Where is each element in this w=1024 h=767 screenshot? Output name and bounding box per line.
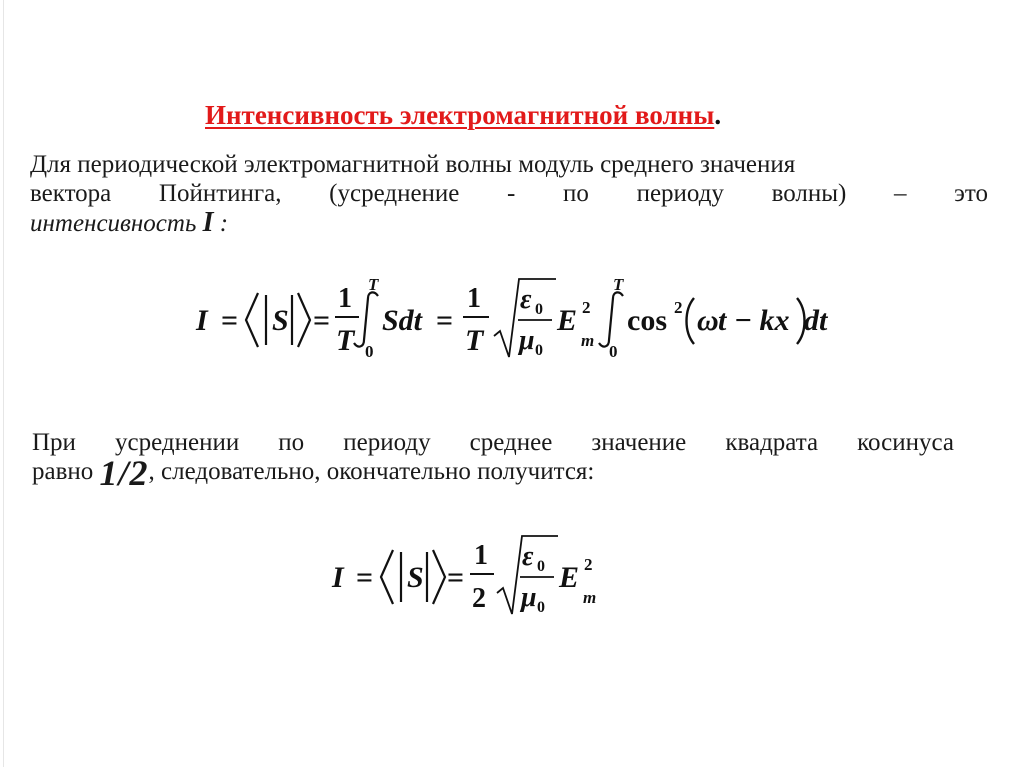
paragraph-definition-line1: Для периодической электромагнитной волны модуль среднего значения [30, 151, 796, 178]
f1-equals-2: = [313, 304, 331, 337]
f1-integral2-lower: 0 [609, 342, 618, 361]
f1-epsilon-sub: 0 [535, 301, 543, 318]
f1-e-sub: m [581, 331, 595, 350]
f1-frac1-numerator: 1 [338, 283, 352, 314]
inline-fraction: 1/2 [99, 453, 149, 493]
f1-integral1-lower: 0 [365, 342, 374, 361]
paragraph-definition-line2: вектора Пойнтинга, (усреднение - по периоду волны) – это [30, 180, 988, 207]
f2-e-sup: 2 [584, 555, 593, 574]
f2-frac-numerator: 1 [474, 540, 488, 571]
f2-symbol-s: S [407, 561, 424, 594]
f1-cos-sup: 2 [674, 298, 683, 317]
f1-e-field: E [557, 304, 578, 337]
f2-left-angle-bracket [381, 550, 393, 604]
f2-epsilon: ε [522, 541, 534, 572]
paragraph-averaging-line2-start: равно [32, 458, 94, 485]
f2-mu-sub: 0 [537, 599, 545, 616]
f1-cos: cos [627, 304, 667, 337]
f2-e-field: E [559, 561, 580, 594]
f1-equals-1: = [221, 304, 239, 337]
paragraph-averaging-line2-end: , следовательно, окончательно получится: [148, 458, 595, 485]
f1-equals-3: = [436, 304, 454, 337]
f2-equals-2: = [447, 561, 465, 594]
f1-t-minus-kx: t − kx [718, 304, 790, 337]
f2-right-angle-bracket [433, 550, 445, 604]
f2-symbol-i: I [332, 561, 344, 594]
f2-mu: μ [521, 582, 537, 613]
intensity-symbol: I [202, 207, 214, 238]
f2-equals-1: = [356, 561, 374, 594]
f1-e-sup: 2 [582, 298, 591, 317]
f2-epsilon-sub: 0 [537, 558, 545, 575]
slide-title-dot: . [714, 100, 722, 130]
paragraph-averaging-line1: При усреднении по периоду среднее значение квадрата косинуса [32, 429, 954, 456]
f1-mu: μ [519, 325, 535, 356]
f1-omega: ω [697, 304, 719, 337]
f1-symbol-i: I [196, 304, 208, 337]
f1-epsilon: ε [520, 284, 532, 315]
f1-mu-sub: 0 [535, 342, 543, 359]
intensity-term: интенсивность [30, 210, 197, 237]
f2-e-sub: m [583, 588, 597, 607]
f1-integral2-upper: T [613, 275, 624, 294]
slide-title-text: Интенсивность электромагнитной волны [205, 100, 715, 130]
f1-frac2-denominator: T [465, 324, 484, 357]
f1-frac1-denominator: T [336, 324, 355, 357]
f1-symbol-s: S [272, 304, 289, 337]
f1-frac2-numerator: 1 [467, 283, 481, 314]
f1-sdt: Sdt [382, 304, 423, 337]
f2-frac-denominator: 2 [472, 583, 486, 614]
f1-dt: dt [804, 304, 828, 337]
f1-integral1-upper: T [368, 275, 379, 294]
intensity-colon: : [219, 210, 229, 237]
